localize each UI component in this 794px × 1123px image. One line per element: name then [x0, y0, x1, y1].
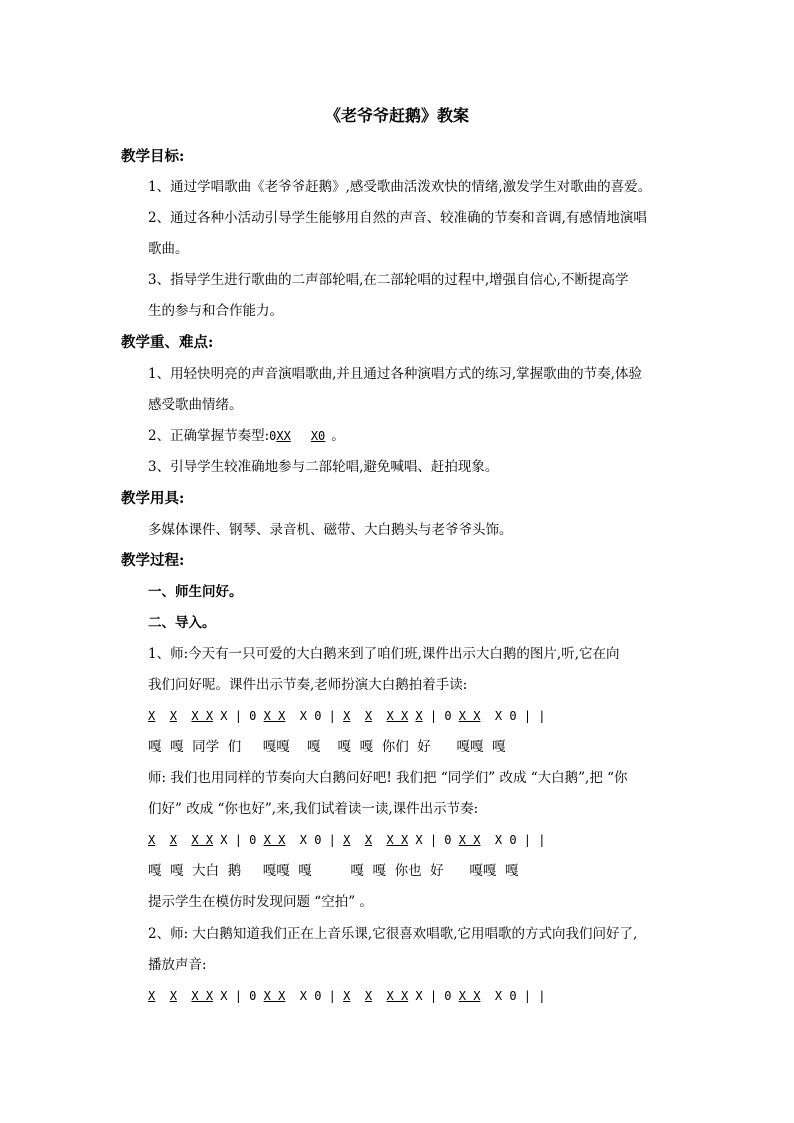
key-point-1-line-2: 感受歌曲情绪。 [148, 397, 243, 413]
rhythm-pattern-1-underlined: XX [276, 429, 291, 443]
key-point-2 [148, 426, 688, 446]
rhythm-pattern-2-underlined: X0 [310, 429, 326, 443]
lyric-line-1: 嘎 嘎 同学 们 嘎嘎 嘎 嘎 嘎 你们 好 嘎嘎 嘎 [148, 739, 506, 755]
process-para-4-line-2: 播放声音: [148, 957, 207, 973]
goal-item-3-line-2: 生的参与和合作能力。 [148, 303, 283, 319]
key-point-3: 3、引导学生较准确地参与二部轮唱,避免喊唱、赶拍现象。 [148, 459, 499, 475]
tools-item: 多媒体课件、钢琴、录音机、磁带、大白鹅头与老爷爷头饰。 [148, 522, 513, 538]
rhythm-line-2: X X X X X | 0 X X X 0 | X X X X X | 0 X X X 0 | | [148, 833, 546, 847]
process-para-1-line-2: 我们问好呢。课件出示节奏,老师扮演大白鹅拍着手读: [148, 677, 468, 693]
key-point-2-suffix: 。 [331, 428, 345, 444]
goal-item-2-line-1: 2、通过各种小活动引导学生能够用自然的声音、较准确的节奏和音调,有感情地演唱 [148, 210, 647, 226]
process-step-1: 一、师生问好。 [148, 584, 243, 600]
key-point-2-prefix: 2、正确掌握节奏型: [148, 428, 270, 444]
process-para-2-line-2: 们好” 改成 “你也好”,来,我们试着读一读,课件出示节奏: [148, 801, 479, 817]
key-points-heading: 教学重、难点: [121, 334, 214, 351]
process-heading: 教学过程: [121, 552, 185, 569]
goal-item-2-line-2: 歌曲。 [148, 241, 189, 257]
process-para-1-line-1: 1、师:今天有一只可爱的大白鹅来到了咱们班,课件出示大白鹅的图片,听,它在向 [148, 646, 620, 662]
rhythm-line-1: X X X X X | 0 X X X 0 | X X X X X | 0 X X X 0 | | [148, 709, 546, 723]
process-para-2-line-1: 师: 我们也用同样的节奏向大白鹅问好吧! 我们把 “同学们” 改成 “大白鹅”,把 “你 [148, 770, 628, 786]
process-step-2: 二、导入。 [148, 615, 216, 631]
lyric-line-2: 嘎 嘎 大白 鹅 嘎嘎 嘎 嘎 嘎 你也 好 嘎嘎 嘎 [148, 863, 519, 879]
goal-item-1: 1、通过学唱歌曲《老爷爷赶鹅》,感受歌曲活泼欢快的情绪,激发学生对歌曲的喜爱。 [148, 179, 652, 195]
goals-heading: 教学目标: [121, 148, 185, 165]
goal-item-3-line-1: 3、指导学生进行歌曲的二声部轮唱,在二部轮唱的过程中,增强自信心,不断提高学 [148, 272, 629, 288]
document-title: 《老爷爷赶鹅》教案 [324, 106, 469, 125]
key-point-1-line-1: 1、用轻快明亮的声音演唱歌曲,并且通过各种演唱方式的练习,掌握歌曲的节奏,体验 [148, 366, 642, 382]
rhythm-pattern-1: 0XX [269, 429, 291, 443]
rhythm-line-3: X X X X X | 0 X X X 0 | X X X X X | 0 X X X 0 | | [148, 989, 546, 1003]
rhythm-pattern-2 [311, 429, 325, 443]
process-para-3: 提示学生在模仿时发现问题 “空拍” 。 [148, 894, 373, 910]
tools-heading: 教学用具: [121, 490, 185, 507]
process-para-4-line-1: 2、师: 大白鹅知道我们正在上音乐课,它很喜欢唱歌,它用唱歌的方式向我们问好了, [148, 926, 638, 942]
